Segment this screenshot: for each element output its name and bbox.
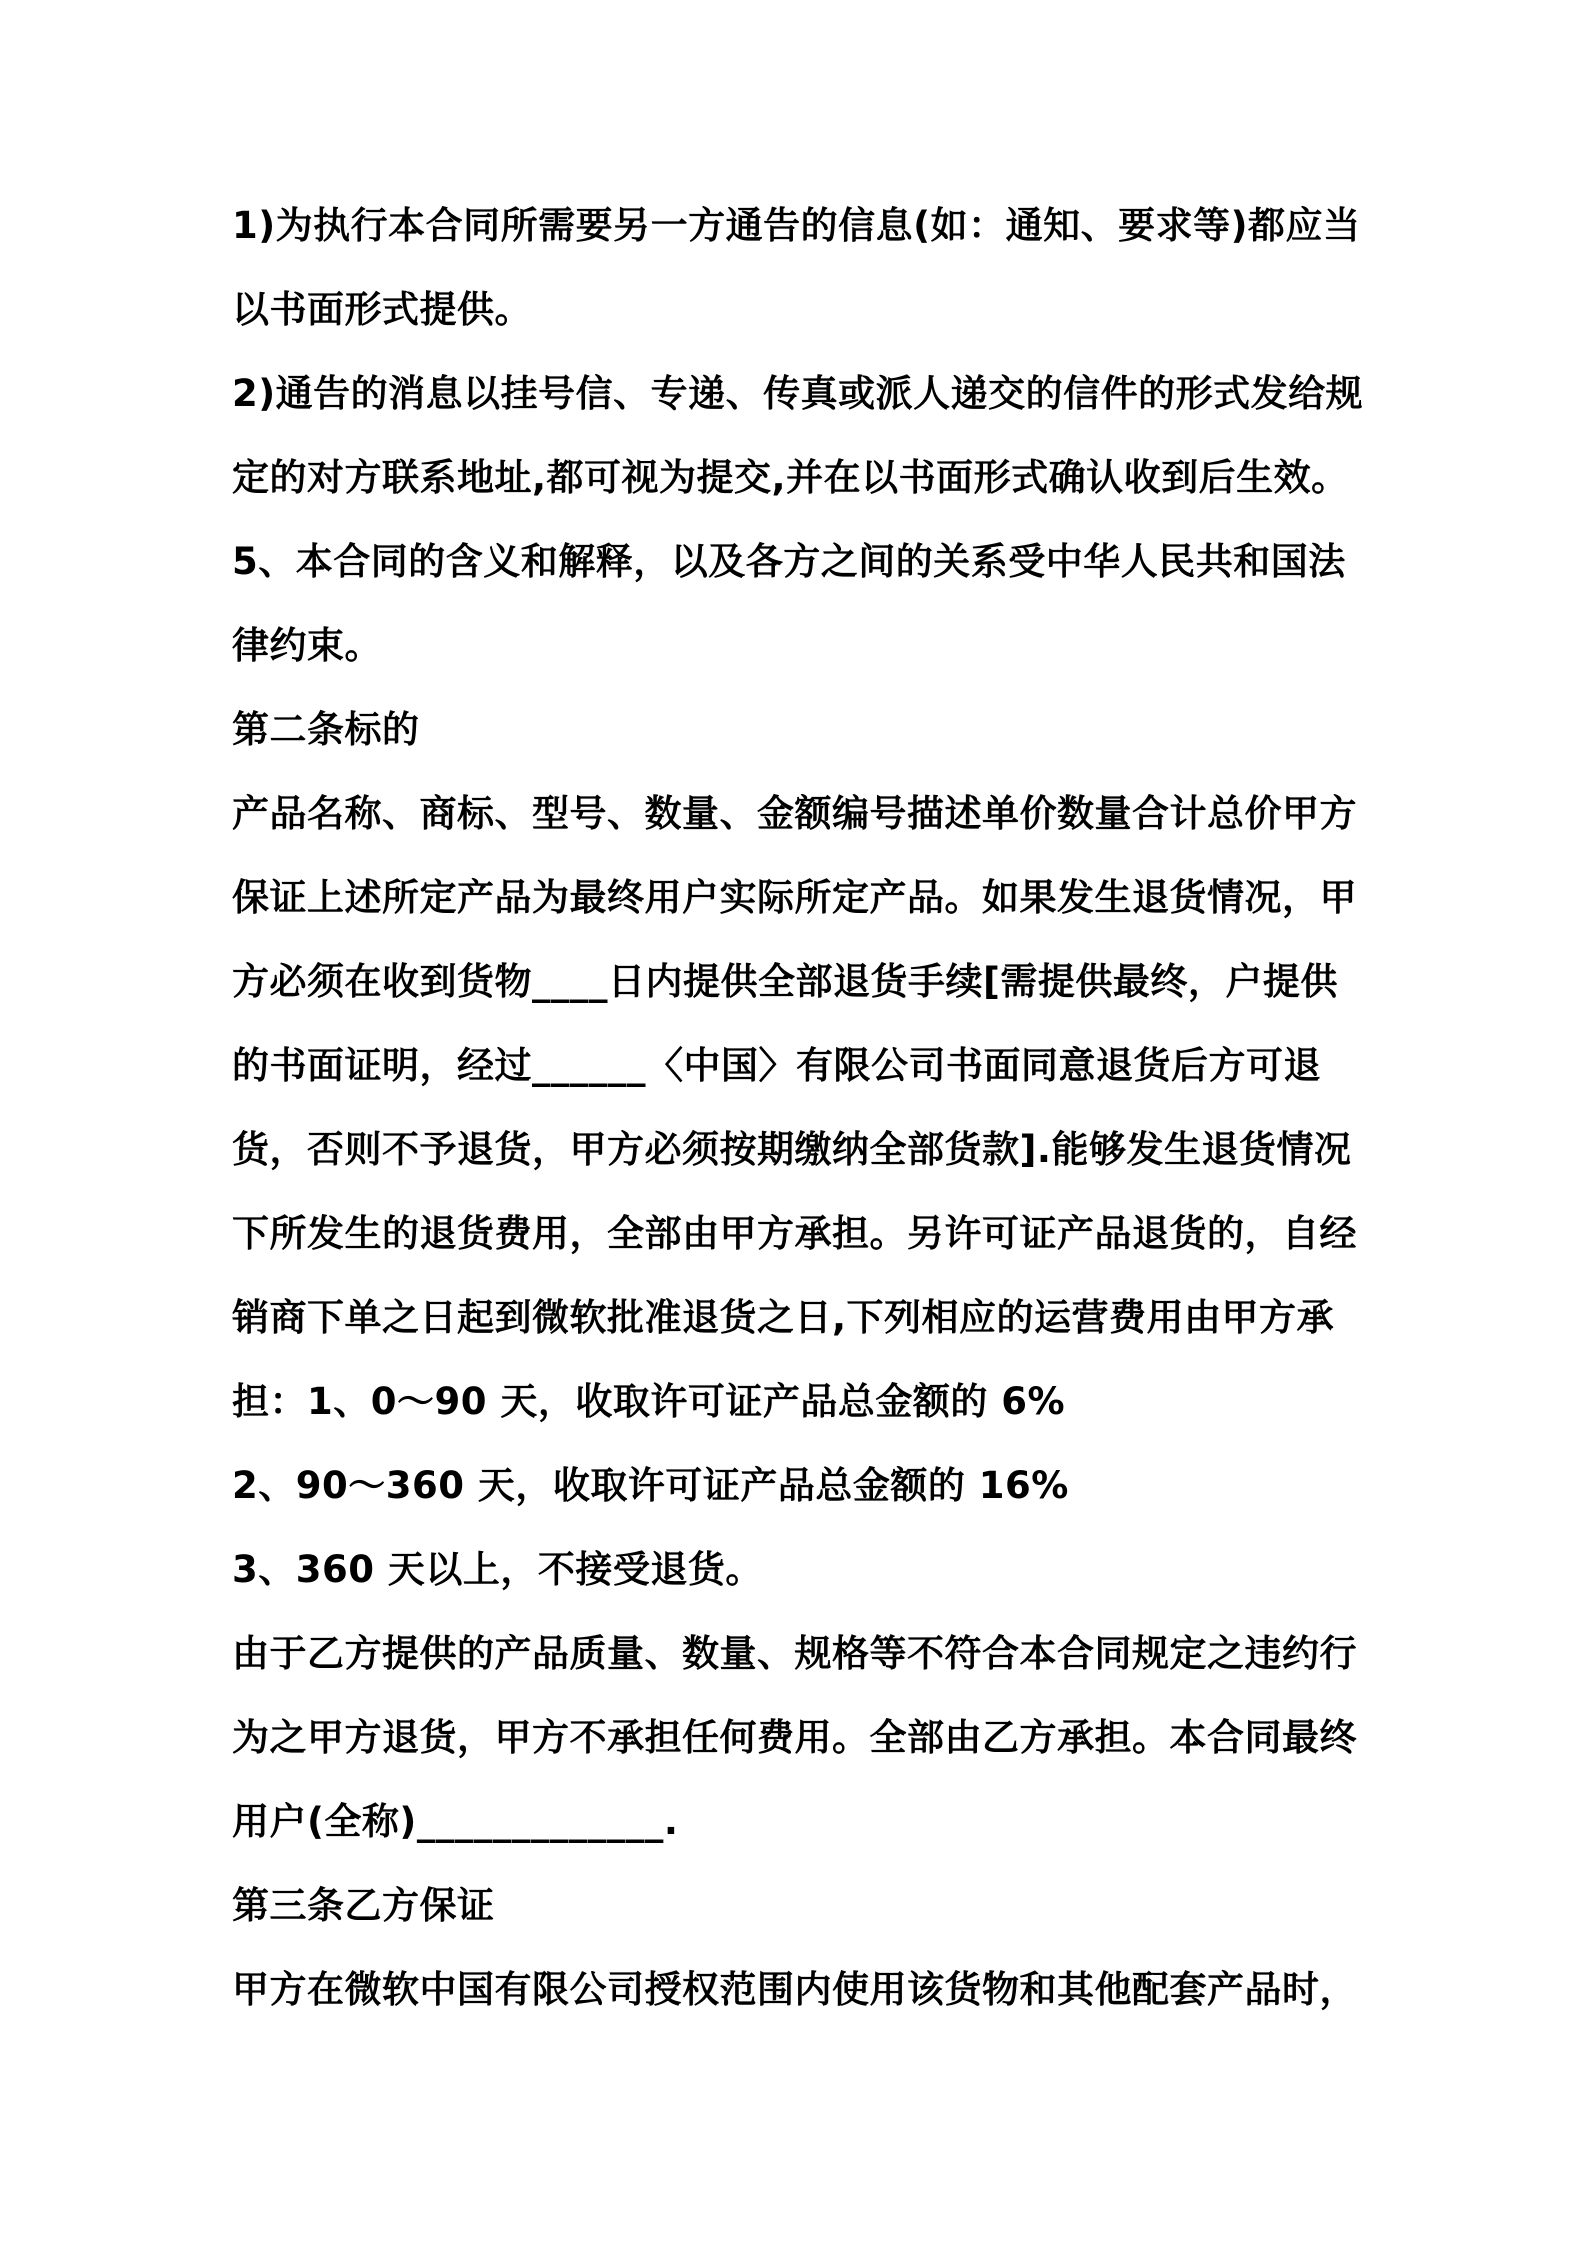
text-line: 第三条乙方保证: [232, 1884, 495, 1927]
text-line: 货，否则不予退货，甲方必须按期缴纳全部货款].能够发生退货情况: [232, 1128, 1352, 1171]
text-line: 1)为执行本合同所需要另一方通告的信息(如：通知、要求等)都应当: [232, 204, 1361, 247]
text-line: 的书面证明，经过______〈中国〉有限公司书面同意退货后方可退: [232, 1044, 1321, 1087]
text-line: 保证上述所定产品为最终用户实际所定产品。如果发生退货情况，甲: [232, 876, 1357, 919]
text-line: 以书面形式提供。: [232, 288, 532, 331]
text-line: 定的对方联系地址,都可视为提交,并在以书面形式确认收到后生效。: [232, 456, 1349, 499]
text-line: 方必须在收到货物____日内提供全部退货手续[需提供最终，户提供: [232, 960, 1338, 1003]
text-line: 甲方在微软中国有限公司授权范围内使用该货物和其他配套产品时，: [232, 1968, 1357, 2011]
text-line: 下所发生的退货费用，全部由甲方承担。另许可证产品退货的，自经: [232, 1212, 1357, 1255]
text-line: 律约束。: [232, 624, 382, 667]
text-line: 担：1、0～90 天，收取许可证产品总金额的 6%: [232, 1380, 1066, 1423]
text-line: 3、360 天以上，不接受退货。: [232, 1548, 763, 1591]
text-line: 为之甲方退货，甲方不承担任何费用。全部由乙方承担。本合同最终: [232, 1716, 1357, 1759]
text-line: 5、本合同的含义和解释，以及各方之间的关系受中华人民共和国法: [232, 540, 1346, 583]
contract-text-block: [232, 184, 1392, 2032]
text-line: 2、90～360 天，收取许可证产品总金额的 16%: [232, 1464, 1069, 1507]
text-line: 销商下单之日起到微软批准退货之日,下列相应的运营费用由甲方承: [232, 1296, 1335, 1339]
text-line: 第二条标的: [232, 708, 420, 751]
text-line: 用户(全称)_____________.: [232, 1800, 679, 1843]
text-line: 产品名称、商标、型号、数量、金额编号描述单价数量合计总价甲方: [232, 792, 1357, 835]
text-line: 2)通告的消息以挂号信、专递、传真或派人递交的信件的形式发给规: [232, 372, 1364, 415]
text-line: 由于乙方提供的产品质量、数量、规格等不符合本合同规定之违约行: [232, 1632, 1357, 1675]
